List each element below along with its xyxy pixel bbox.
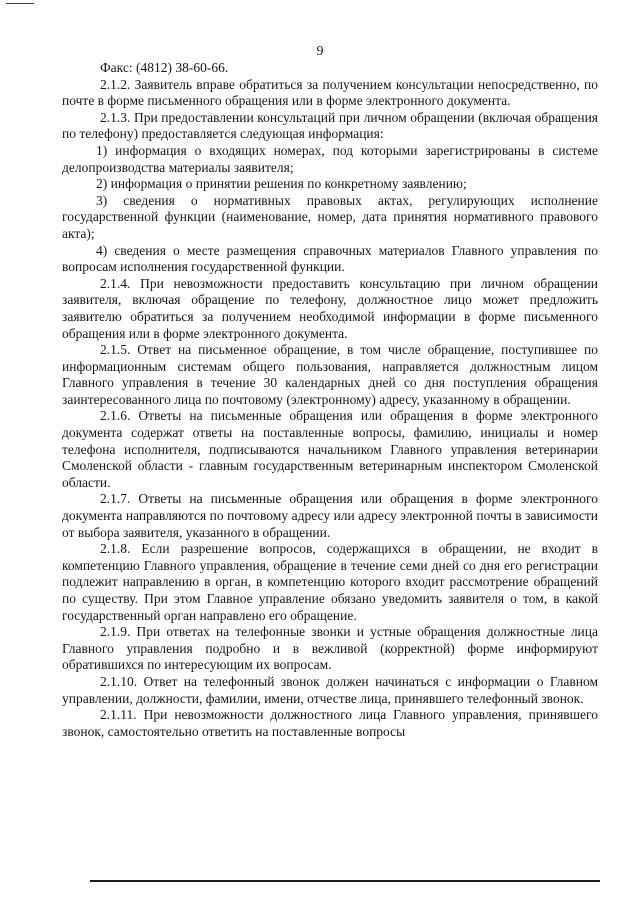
paragraph-2-1-2: 2.1.2. Заявитель вправе обратиться за получением консультации непосредственно, по почте в форме письменного обращения или в форме электронного документа. xyxy=(62,76,598,109)
scan-edge-mark xyxy=(6,3,34,4)
list-item-2: 2) информация о принятии решения по конкретному заявлению; xyxy=(96,176,467,192)
paragraph-2-1-3: 2.1.3. При предоставлении консультаций при личном обращении (включая обращения по телефону) предоставляется следующая информация: xyxy=(62,109,598,142)
paragraph-2-1-5: 2.1.5. Ответ на письменное обращение, в том числе обращение, поступившее по информационным системам общего пользования, направляется должностным лицом Главного управления в течение 30 календарных дней со дня поступления обращения заинтересованного лица по почтовому (электронному) адресу, указанному в обращении. xyxy=(62,342,598,407)
paragraph-2-1-10: 2.1.10. Ответ на телефонный звонок должен начинаться с информации о Главном управлении, должности, фамилии, имени, отчестве лица, принявшего телефонный звонок. xyxy=(62,673,598,706)
paragraph-2-1-11: 2.1.11. При невозможности должностного лица Главного управления, принявшего звонок, самостоятельно ответить на поставленные вопросы xyxy=(62,707,598,739)
document-body xyxy=(62,60,598,740)
paragraph-2-1-6: 2.1.6. Ответы на письменные обращения или обращения в форме электронного документа содержат ответы на поставленные вопросы, фамилию, инициалы и номер телефона исполнителя, подписываются начальником Главного управления ветеринарии Смоленской области - главным государственным ветеринарным инспектором Смоленской области. xyxy=(62,408,598,490)
paragraph-2-1-9: 2.1.9. При ответах на телефонные звонки и устные обращения должностные лица Главного управления подробно и в вежливой (корректной) форме информируют обратившихся по интересующим их вопросам. xyxy=(62,624,598,673)
page-number: 9 xyxy=(316,44,324,59)
fax-line: Факс: (4812) 38-60-66. xyxy=(100,60,229,75)
paragraph-2-1-4: 2.1.4. При невозможности предоставить консультацию при личном обращении заявителя, включая обращение по телефону, должностное лицо может предложить заявителю обратиться за получением необходимой информации в форме письменного обращения или в форме электронного документа. xyxy=(62,275,598,341)
bottom-rule xyxy=(90,880,600,882)
paragraph-2-1-7: 2.1.7. Ответы на письменные обращения или обращения в форме электронного документа направляются по почтовому адресу или адресу электронной почты в зависимости от выбора заявителя, указанного в обращении. xyxy=(62,491,598,540)
list-item-1: 1) информация о входящих номерах, под которыми зарегистрированы в системе делопроизводства материалы заявителя; xyxy=(62,142,598,175)
list-item-4: 4) сведения о месте размещения справочных материалов Главного управления по вопросам исполнения государственной функции. xyxy=(62,242,598,275)
paragraph-2-1-8: 2.1.8. Если разрешение вопросов, содержащихся в обращении, не входит в компетенцию Главного управления, обращение в течение семи дней со дня его регистрации подлежит направлению в орган, в компетенцию которого входит рассмотрение обращений по существу. При этом Главное управление обязано уведомить заявителя о том, в какой государственный орган направлено его обращение. xyxy=(62,541,598,623)
list-item-3: 3) сведения о нормативных правовых актах, регулирующих исполнение государственной функции (наименование, номер, дата принятия нормативного правового акта); xyxy=(62,192,598,241)
